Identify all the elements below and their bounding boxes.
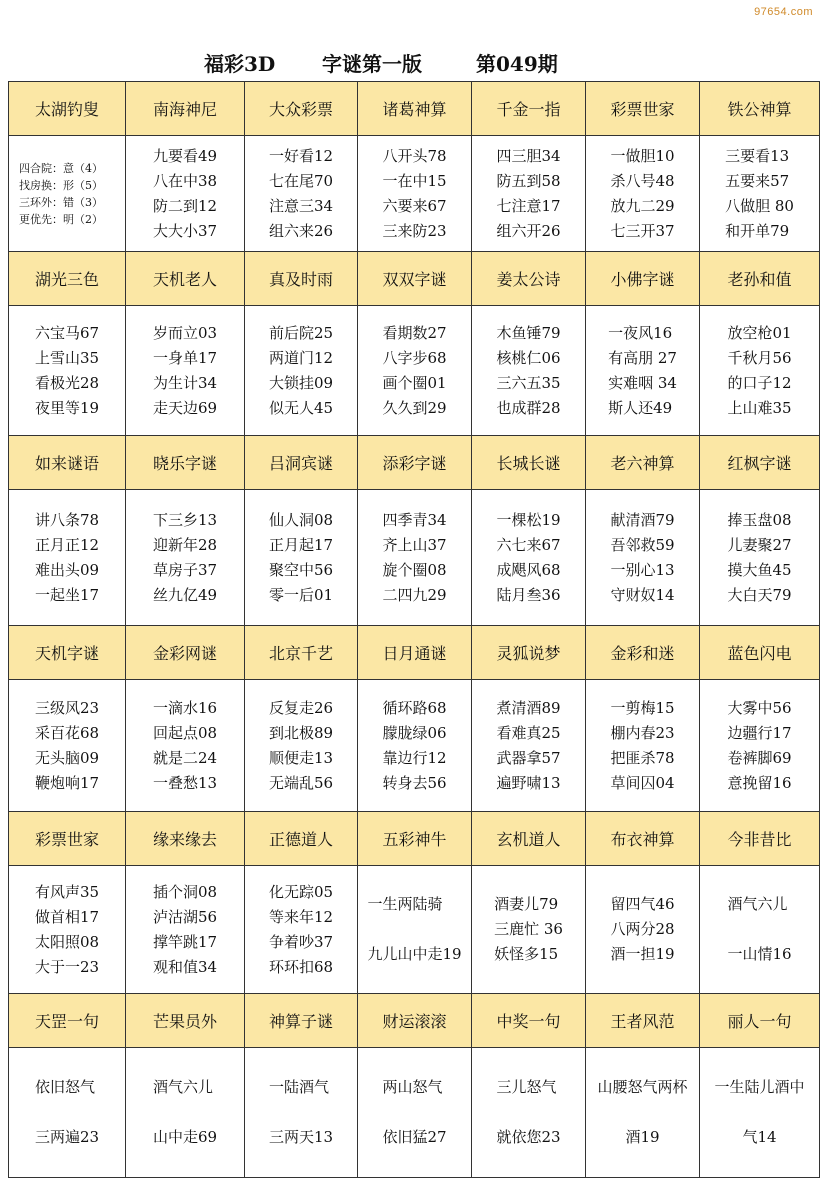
riddle-line: 守财奴14: [610, 585, 675, 604]
riddle-line: 大大小37: [152, 221, 218, 240]
column-header: 金彩网谜: [126, 626, 245, 680]
riddle-cell: [126, 306, 245, 436]
column-header: 添彩字谜: [358, 436, 472, 490]
riddle-line: 迎新年28: [152, 535, 218, 554]
riddle-line: 放空枪01: [727, 323, 792, 342]
riddle-cell: [9, 866, 126, 994]
column-header: 丽人一句: [700, 994, 820, 1048]
header-row: [9, 626, 820, 680]
riddle-line: 下三乡13: [152, 510, 218, 529]
riddle-line: 大于一23: [34, 957, 100, 976]
column-header: 正德道人: [245, 812, 358, 866]
riddle-line: 八字步68: [382, 348, 447, 367]
riddle-line: 三两遍23: [34, 1128, 100, 1146]
column-header: 红枫字谜: [700, 436, 820, 490]
riddle-cell: [472, 136, 586, 252]
column-header: 长城长谜: [472, 436, 586, 490]
riddle-line: 前后院25: [268, 323, 334, 342]
riddle-line: 依旧猛27: [382, 1128, 447, 1146]
riddle-cell: [245, 306, 358, 436]
content-row: [9, 1048, 820, 1178]
header-row: [9, 252, 820, 306]
riddle-line: 四三胆34: [496, 146, 561, 165]
riddle-line: 插个洞08: [152, 882, 218, 901]
riddle-cell: [9, 136, 126, 252]
riddle-cell: [586, 136, 700, 252]
riddle-line: 做首相17: [34, 907, 100, 926]
riddle-cell: [245, 866, 358, 994]
riddle-line: 杀八号48: [610, 171, 675, 190]
riddle-cell: [586, 306, 700, 436]
column-header: 日月通谜: [358, 626, 472, 680]
riddle-line: 找房换：形（5）: [19, 178, 103, 192]
column-header: 诸葛神算: [358, 82, 472, 136]
riddle-line: 化无踪05: [268, 882, 334, 901]
header-row: [9, 812, 820, 866]
riddle-line: 转身去56: [382, 773, 447, 792]
header-row: [9, 436, 820, 490]
riddle-line: 泸沽湖56: [152, 907, 218, 926]
riddle-cell: [472, 306, 586, 436]
column-header: 玄机道人: [472, 812, 586, 866]
riddle-line: 注意三34: [268, 196, 334, 215]
column-header: 芒果员外: [126, 994, 245, 1048]
riddle-line: 朦胧绿06: [382, 723, 447, 742]
riddle-cell: [9, 680, 126, 812]
riddle-line: 一身单17: [152, 348, 218, 367]
riddle-cell: [245, 680, 358, 812]
riddle-line: 一生两陆骑: [367, 895, 443, 913]
column-header: 财运滚滚: [358, 994, 472, 1048]
riddle-line: 献清酒79: [610, 510, 675, 529]
riddle-cell: [472, 680, 586, 812]
riddle-line: 放九二29: [610, 196, 675, 215]
riddle-line: 到北极89: [268, 723, 334, 742]
riddle-cell: [126, 136, 245, 252]
riddle-line: 撑竿跳17: [152, 932, 218, 951]
column-header: 今非昔比: [700, 812, 820, 866]
riddle-cell: [358, 136, 472, 252]
riddle-line: 儿妻聚27: [727, 535, 792, 554]
riddle-line: 旋个圈08: [382, 560, 447, 579]
column-header: 灵狐说梦: [472, 626, 586, 680]
riddle-line: 两道门12: [268, 348, 334, 367]
riddle-line: 和开单79: [725, 221, 790, 240]
riddle-line: 七在尾70: [268, 171, 334, 190]
riddle-line: 为生计34: [152, 373, 218, 392]
riddle-cell: [700, 306, 820, 436]
column-header: 大众彩票: [245, 82, 358, 136]
riddle-line: 一起坐17: [34, 585, 100, 604]
riddle-line: 摸大鱼45: [727, 560, 792, 579]
riddle-line: 六要来67: [382, 196, 447, 215]
riddle-line: 四季青34: [382, 510, 447, 529]
column-header: 金彩和迷: [586, 626, 700, 680]
riddle-line: 酒气六儿: [727, 895, 788, 913]
column-header: 五彩神牛: [358, 812, 472, 866]
column-header: 姜太公诗: [472, 252, 586, 306]
riddle-line: 棚内春23: [610, 723, 675, 742]
content-row: [9, 866, 820, 994]
riddle-line: 大锁挂09: [268, 373, 334, 392]
riddle-cell: [9, 490, 126, 626]
riddle-line: 边疆行17: [727, 723, 792, 742]
riddle-cell: [472, 1048, 586, 1178]
riddle-line: 草房子37: [152, 560, 218, 579]
riddle-line: 环环扣68: [268, 957, 334, 976]
content-row: [9, 680, 820, 812]
riddle-cell: [245, 1048, 358, 1178]
column-header: 双双字谜: [358, 252, 472, 306]
column-header: 湖光三色: [9, 252, 126, 306]
riddle-line: 实难咽 34: [608, 373, 677, 392]
riddle-line: 看期数27: [382, 323, 447, 342]
column-header: 真及时雨: [245, 252, 358, 306]
riddle-line: 意挽留16: [727, 773, 792, 792]
riddle-line: 八开头78: [382, 146, 447, 165]
riddle-line: 无端乱56: [268, 773, 334, 792]
riddle-line: 大雾中56: [727, 698, 792, 717]
riddle-line: 四合院：意（4）: [19, 161, 103, 175]
riddle-line: 一做胆10: [610, 146, 675, 165]
riddle-cell: [700, 1048, 820, 1178]
riddle-cell: [126, 490, 245, 626]
riddle-line: 五要来57: [725, 171, 790, 190]
riddle-line: 三鹿忙 36: [494, 920, 563, 938]
column-header: 天机老人: [126, 252, 245, 306]
column-header: 王者风范: [586, 994, 700, 1048]
riddle-line: 六七来67: [496, 535, 561, 554]
riddle-line: 两山怒气: [382, 1078, 443, 1096]
riddle-line: 一陆酒气: [268, 1078, 329, 1096]
riddle-line: 千秋月56: [727, 348, 792, 367]
riddle-cell: [9, 1048, 126, 1178]
riddle-line: 武器拿57: [496, 748, 561, 767]
riddle-line: 酒气六儿: [152, 1078, 213, 1096]
riddle-line: 一滴水16: [152, 698, 218, 717]
riddle-line: 有高朋 27: [608, 348, 677, 367]
column-header: 蓝色闪电: [700, 626, 820, 680]
riddle-line: 酒19: [625, 1128, 660, 1146]
title-lottery: 福彩3D: [204, 52, 276, 76]
column-header: 吕洞宾谜: [245, 436, 358, 490]
riddle-cell: [700, 490, 820, 626]
riddle-line: 七三开37: [610, 221, 675, 240]
riddle-line: 顺便走13: [268, 748, 334, 767]
riddle-cell: [586, 490, 700, 626]
riddle-line: 陆月叁36: [496, 585, 561, 604]
column-header: 北京千艺: [245, 626, 358, 680]
riddle-line: 木鱼锤79: [496, 323, 561, 342]
riddle-line: 山腰怒气两杯: [597, 1078, 688, 1096]
riddle-line: 鞭炮响17: [34, 773, 100, 792]
riddle-line: 三两天13: [268, 1128, 334, 1146]
riddle-cell: [358, 866, 472, 994]
site-watermark: 97654.com: [754, 6, 813, 18]
riddle-line: 八做胆 80: [725, 196, 794, 215]
column-header: 小佛字谜: [586, 252, 700, 306]
riddle-line: 捧玉盘08: [727, 510, 792, 529]
riddle-line: 防五到58: [496, 171, 561, 190]
riddle-cell: [700, 680, 820, 812]
column-header: 如来谜语: [9, 436, 126, 490]
riddle-line: 成飓风68: [496, 560, 561, 579]
riddle-cell: [126, 866, 245, 994]
riddle-line: 夜里等19: [34, 398, 100, 417]
riddle-line: 等来年12: [268, 907, 334, 926]
riddle-line: 八在中38: [152, 171, 218, 190]
riddle-line: 三环外：错（3）: [19, 195, 103, 209]
riddle-cell: [358, 306, 472, 436]
riddle-cell: [245, 136, 358, 252]
riddle-cell: [472, 490, 586, 626]
column-header: 铁公神算: [700, 82, 820, 136]
column-header: 老六神算: [586, 436, 700, 490]
riddle-line: 防二到12: [152, 196, 218, 215]
riddle-line: 似无人45: [268, 398, 334, 417]
riddle-cell: [358, 490, 472, 626]
riddle-line: 走天边69: [152, 398, 218, 417]
riddle-cell: [472, 866, 586, 994]
riddle-line: 把匪杀78: [610, 748, 675, 767]
title-issue: 第049期: [476, 52, 558, 76]
riddle-line: 聚空中56: [268, 560, 334, 579]
riddle-line: 一别心13: [610, 560, 675, 579]
riddle-line: 一夜风16: [608, 323, 673, 342]
riddle-line: 反复走26: [268, 698, 334, 717]
column-header: 缘来缘去: [126, 812, 245, 866]
riddle-line: 正月起17: [268, 535, 334, 554]
column-header: 天罡一句: [9, 994, 126, 1048]
riddle-line: 循环路68: [382, 698, 447, 717]
riddle-line: 零一后01: [268, 585, 334, 604]
riddle-line: 上山难35: [727, 398, 792, 417]
header-row: [9, 994, 820, 1048]
title-edition: 字谜第一版: [322, 52, 422, 76]
riddle-line: 三六五35: [496, 373, 561, 392]
riddle-line: 无头脑09: [34, 748, 100, 767]
riddle-line: 组六来26: [268, 221, 334, 240]
riddle-cell: [358, 680, 472, 812]
riddle-line: 留四气46: [610, 895, 675, 913]
riddle-cell: [586, 1048, 700, 1178]
riddle-line: 七注意17: [496, 196, 561, 215]
riddle-cell: [586, 680, 700, 812]
riddle-line: 久久到29: [382, 398, 447, 417]
riddle-line: 六宝马67: [34, 323, 100, 342]
riddle-line: 吾邻救59: [610, 535, 675, 554]
riddle-cell: [126, 680, 245, 812]
riddle-line: 就依您23: [496, 1128, 561, 1146]
riddle-grid: [8, 81, 820, 1178]
riddle-line: 草间囚04: [610, 773, 675, 792]
column-header: 太湖钓叟: [9, 82, 126, 136]
riddle-line: 靠边行12: [382, 748, 447, 767]
riddle-line: 观和值34: [152, 957, 218, 976]
riddle-line: 山中走69: [152, 1128, 218, 1146]
riddle-line: 有风声35: [34, 882, 100, 901]
riddle-line: 核桃仁06: [496, 348, 561, 367]
riddle-line: 上雪山35: [34, 348, 100, 367]
riddle-line: 更优先：明（2）: [19, 212, 103, 226]
riddle-line: 丝九亿49: [152, 585, 218, 604]
riddle-cell: [126, 1048, 245, 1178]
riddle-line: 就是二24: [152, 748, 218, 767]
riddle-line: 大白天79: [727, 585, 792, 604]
riddle-line: 太阳照08: [34, 932, 100, 951]
column-header: 天机字谜: [9, 626, 126, 680]
riddle-line: 气14: [742, 1128, 777, 1146]
riddle-line: 的口子12: [727, 373, 792, 392]
riddle-line: 三来防23: [382, 221, 447, 240]
riddle-line: 九儿山中走19: [367, 945, 462, 963]
page-title: [0, 44, 827, 78]
column-header: 千金一指: [472, 82, 586, 136]
content-row: [9, 306, 820, 436]
riddle-line: 正月正12: [34, 535, 100, 554]
riddle-line: 采百花68: [34, 723, 100, 742]
header-row: [9, 82, 820, 136]
riddle-line: 岁而立03: [152, 323, 218, 342]
riddle-line: 仙人洞08: [268, 510, 334, 529]
riddle-line: 难出头09: [34, 560, 100, 579]
riddle-line: 也成群28: [496, 398, 561, 417]
column-header: 中奖一句: [472, 994, 586, 1048]
riddle-line: 看难真25: [496, 723, 561, 742]
riddle-line: 二四九29: [382, 585, 447, 604]
riddle-line: 三级风23: [34, 698, 100, 717]
riddle-line: 遍野啸13: [496, 773, 561, 792]
riddle-line: 妖怪多15: [494, 945, 559, 963]
riddle-line: 一棵松19: [496, 510, 561, 529]
content-row: [9, 490, 820, 626]
riddle-line: 一叠愁13: [152, 773, 218, 792]
riddle-line: 争着吵37: [268, 932, 334, 951]
riddle-line: 一在中15: [382, 171, 447, 190]
riddle-cell: [9, 306, 126, 436]
content-row: [9, 136, 820, 252]
riddle-cell: [245, 490, 358, 626]
riddle-line: 九要看49: [152, 146, 218, 165]
riddle-line: 八两分28: [610, 920, 675, 938]
riddle-line: 一生陆儿酒中: [714, 1078, 805, 1096]
riddle-cell: [358, 1048, 472, 1178]
riddle-line: 酒妻儿79: [494, 895, 559, 913]
column-header: 布衣神算: [586, 812, 700, 866]
column-header: 彩票世家: [9, 812, 126, 866]
column-header: 神算子谜: [245, 994, 358, 1048]
riddle-line: 一山情16: [727, 945, 792, 963]
riddle-cell: [700, 136, 820, 252]
riddle-line: 三要看13: [725, 146, 790, 165]
riddle-line: 三儿怒气: [496, 1078, 557, 1096]
riddle-line: 齐上山37: [382, 535, 447, 554]
riddle-line: 画个圈01: [382, 373, 447, 392]
riddle-line: 组六开26: [496, 221, 561, 240]
riddle-line: 回起点08: [152, 723, 218, 742]
riddle-line: 依旧怒气: [34, 1078, 95, 1096]
riddle-line: 一剪梅15: [610, 698, 675, 717]
riddle-cell: [700, 866, 820, 994]
column-header: 老孙和值: [700, 252, 820, 306]
column-header: 南海神尼: [126, 82, 245, 136]
riddle-line: 卷裤脚69: [727, 748, 792, 767]
riddle-line: 一好看12: [268, 146, 334, 165]
riddle-line: 讲八条78: [34, 510, 100, 529]
riddle-line: 酒一担19: [610, 945, 675, 963]
riddle-line: 煮清酒89: [496, 698, 561, 717]
riddle-line: 看极光28: [34, 373, 100, 392]
column-header: 晓乐字谜: [126, 436, 245, 490]
column-header: 彩票世家: [586, 82, 700, 136]
riddle-cell: [586, 866, 700, 994]
riddle-line: 斯人还49: [608, 398, 673, 417]
